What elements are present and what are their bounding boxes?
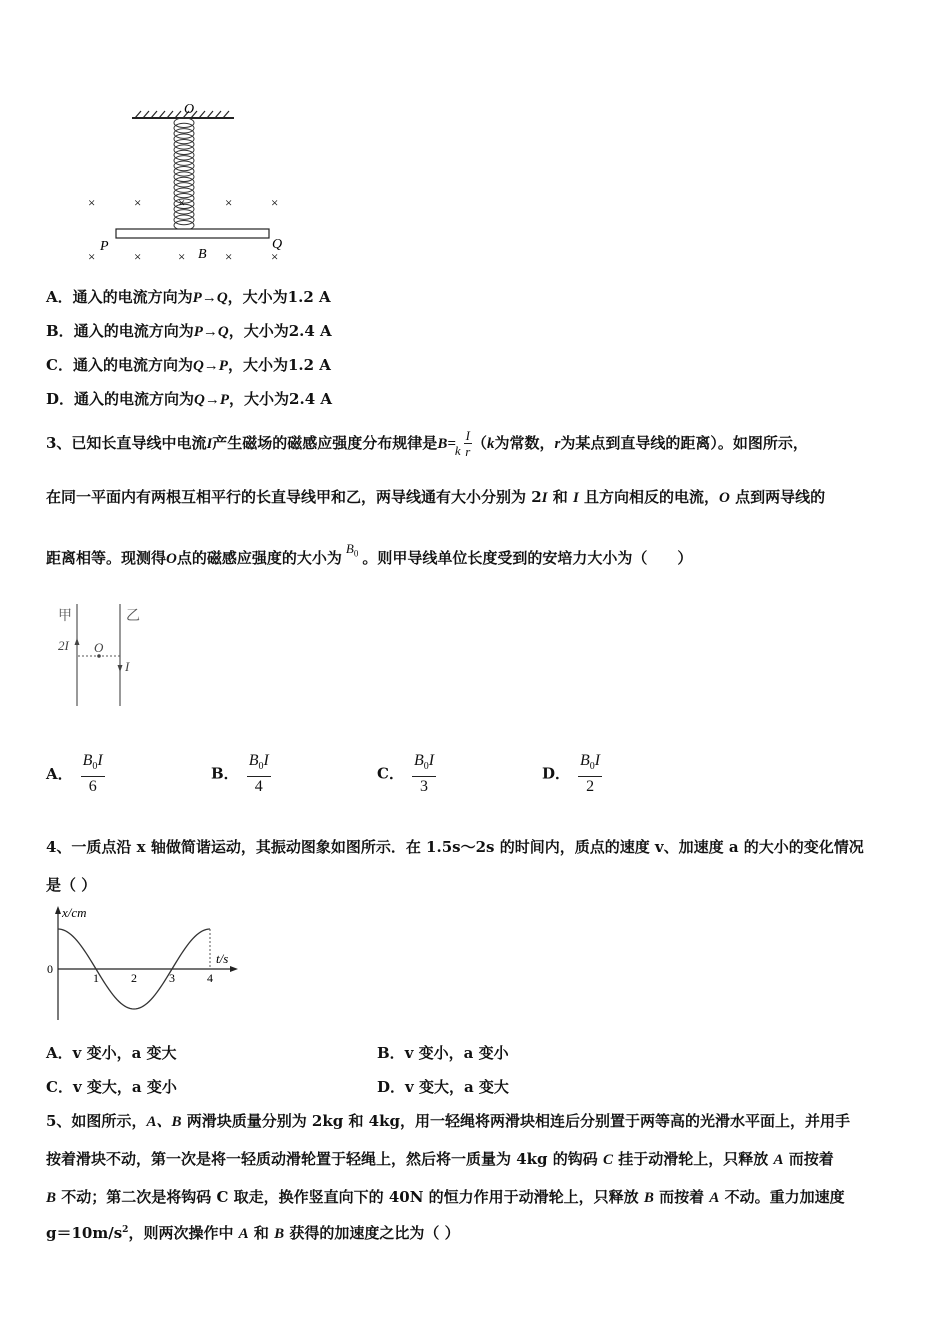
- vibration-graph: [44, 902, 244, 1024]
- spring-coil: [174, 166, 194, 176]
- label-b: B: [198, 247, 207, 262]
- q2-option-b[interactable]: B．通入的电流方向为P→Q，大小为2.4 A: [46, 322, 332, 340]
- q4-option-b[interactable]: B．v 变小，a 变小: [377, 1044, 509, 1062]
- y-axis-arrow: [55, 906, 61, 914]
- field-x-mark: ×: [271, 195, 279, 210]
- spring-coil: [174, 210, 194, 220]
- label-o3: O: [94, 640, 104, 655]
- field-x-mark: ×: [178, 249, 186, 264]
- q5-line-2: 按着滑块不动，第一次是将一轻质动滑轮置于轻绳上，然后将一质量为 4kg 的钩码 C 挂于动滑轮上，只释放 A 而按着: [46, 1150, 834, 1168]
- metal-rod: [116, 229, 269, 238]
- spring-coil: [174, 139, 194, 149]
- spring-coil: [174, 150, 194, 160]
- spring-coil: [174, 129, 194, 139]
- q5-line-3: B 不动；第二次是将钩码 C 取走，换作竖直向下的 40N 的恒力作用于动滑轮上，只释放 B 而按着 A 不动。重力加速度: [46, 1188, 845, 1206]
- q3-option-b[interactable]: B． $\frac{B_0I}{4}$: [211, 752, 269, 796]
- label-yi: 乙: [126, 609, 140, 624]
- spring-coil: [174, 161, 194, 171]
- spring-coil: [174, 123, 194, 133]
- label-jia: 甲: [58, 609, 72, 624]
- field-x-mark: ×: [134, 249, 142, 264]
- q5-line-1: 5、如图所示，A、B 两滑块质量分别为 2kg 和 4kg，用一轻绳将两滑块相连后分别置于两等高的光滑水平面上，并用手: [46, 1112, 850, 1130]
- q3-line-1: 3、已知长直导线中电流I产生磁场的磁感应强度分布规律是B=k $\frac{I}{r}$ （k为常数，r为某点到直导线的距离）。如图所示，: [46, 428, 808, 459]
- field-x-mark: ×: [134, 195, 142, 210]
- label-o: O: [184, 102, 195, 117]
- field-x-mark: ×: [88, 249, 96, 264]
- spring-rod-figure: [80, 98, 300, 270]
- spring-coil: [174, 118, 194, 128]
- q3-line-3: 距离相等。现测得O点的磁感应强度的大小为$B_0$ 。则甲导线单位长度受到的安培力大小为（ ）: [46, 541, 693, 567]
- q2-option-c[interactable]: C．通入的电流方向为Q→P，大小为1.2 A: [46, 356, 331, 374]
- current-up-arrow: [75, 638, 80, 645]
- q4-option-d[interactable]: D．v 变大，a 变大: [377, 1078, 509, 1096]
- field-x-mark: ×: [178, 195, 186, 210]
- x-tick-label: 3: [169, 971, 175, 985]
- spring-coil: [174, 215, 194, 225]
- origin-label: 0: [47, 962, 53, 976]
- spring-coil: [174, 183, 194, 193]
- x-tick-label: 1: [93, 971, 99, 985]
- label-q: Q: [272, 237, 283, 252]
- q2-option-a[interactable]: A．通入的电流方向为P→Q，大小为1.2 A: [46, 288, 331, 306]
- q2-option-d[interactable]: D．通入的电流方向为Q→P，大小为2.4 A: [46, 390, 333, 408]
- spring-coil: [174, 145, 194, 155]
- q3-option-c[interactable]: C． $\frac{B_0I}{3}$: [377, 752, 435, 796]
- q3-option-a[interactable]: A． $\frac{B_0I}{6}$: [46, 752, 103, 796]
- field-x-mark: ×: [271, 249, 279, 264]
- current-down-arrow: [118, 665, 123, 672]
- spring-coil: [174, 172, 194, 182]
- label-i: I: [125, 659, 130, 674]
- q3-line-2: 在同一平面内有两根互相平行的长直导线甲和乙，两导线通有大小分别为 2I 和 I 且方向相反的电流，O 点到两导线的: [46, 488, 826, 506]
- q3-option-d[interactable]: D． $\frac{B_0I}{2}$: [542, 752, 601, 796]
- spring-coil: [174, 134, 194, 144]
- field-x-mark: ×: [88, 195, 96, 210]
- label-2i: 2I: [58, 638, 69, 653]
- field-x-mark: ×: [225, 195, 233, 210]
- parallel-wires-figure: [56, 600, 156, 710]
- x-tick-label: 2: [131, 971, 137, 985]
- x-tick-label: 4: [207, 971, 213, 985]
- spring: [174, 118, 194, 230]
- x-axis-label: t/s: [216, 951, 229, 966]
- q4-line-2: 是（ ）: [46, 876, 97, 894]
- spring-coil: [174, 177, 194, 187]
- field-x-mark: ×: [225, 249, 233, 264]
- q4-line-1: 4、一质点沿 x 轴做简谐运动，其振动图象如图所示．在 1.5s～2s 的时间内，质点的速度 v、加速度 a 的大小的变化情况: [46, 838, 864, 856]
- q4-option-c[interactable]: C．v 变大，a 变小: [46, 1078, 177, 1096]
- y-axis-label: x/cm: [62, 905, 87, 920]
- spring-coil: [174, 156, 194, 166]
- q4-option-a[interactable]: A．v 变小，a 变大: [46, 1044, 177, 1062]
- q5-line-4: $g=10m/s^2$，则两次操作中 A 和 B 获得的加速度之比为（ ）: [46, 1224, 460, 1242]
- x-axis-arrow: [230, 966, 238, 972]
- label-p: P: [100, 239, 109, 254]
